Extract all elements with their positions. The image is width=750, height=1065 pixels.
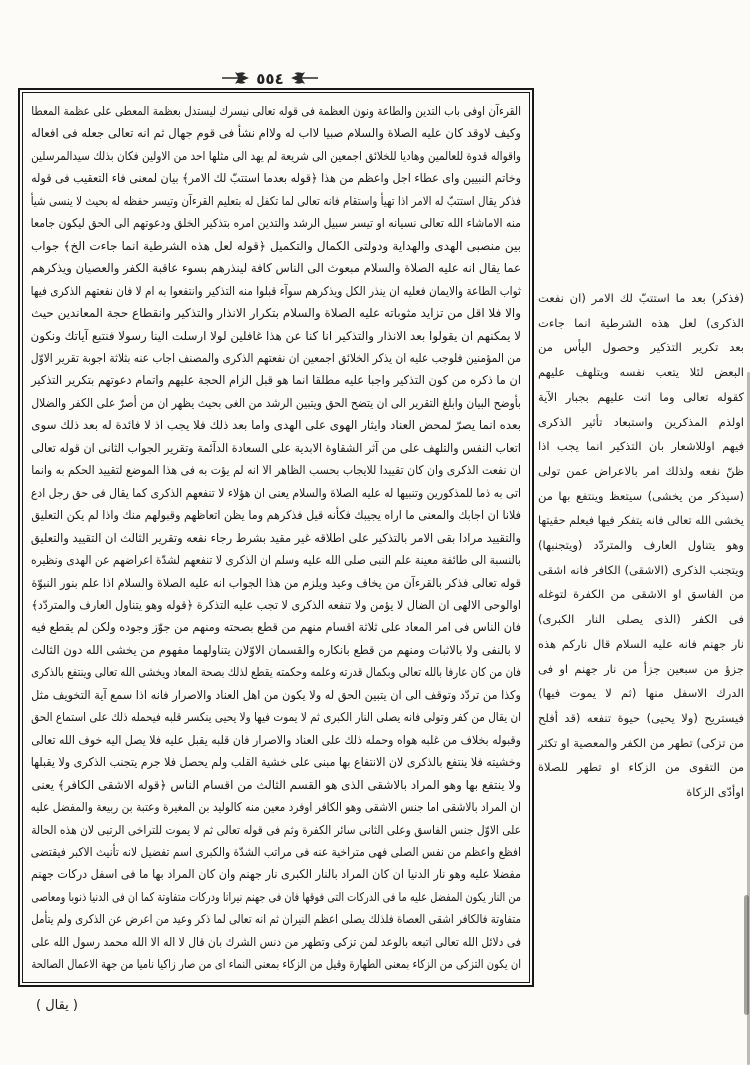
fleuron-arrow-right-icon xyxy=(221,70,251,89)
catchword: ( يقال ) xyxy=(36,998,79,1013)
page-number: ٥٥٤ xyxy=(256,70,284,88)
margin-gloss-line: فيهم اوللاشعار بان التذكير انما يجب اذا xyxy=(538,439,744,454)
main-text-line: ان نفعت الذكرى وان كان تقييدا للايجاب بحسب الظاهر الا انه لم يؤت به فى هذا الموضع لتقييد الحكم به وانما xyxy=(31,463,521,478)
main-text-line: مفضلا عليه وهو نار الدنيا ان كان المراد بالنار الكبرى نار جهنم وان كان المراد بها ما فى اسفل دركات جهنم xyxy=(30,867,521,882)
main-text-line: من المؤمنين فلوجب عليه ان يذكر الخلائق اجمعين ان نفعتهم الذكرى والمصنف اجاب عنه بثلاثة اجوبة تقرير الاوّل xyxy=(30,350,521,365)
margin-gloss-line: اولذم المذكرين واستبعاد تأثير الذكرى xyxy=(538,414,744,429)
main-text-line: بالنسبة الى طائفة معينة علم النبى صلى الله عليه وسلم ان الذكرى لا تنفعهم لشدّة اعراضهم عن الهدى ونظيره xyxy=(30,553,521,568)
margin-gloss-line: ظنّ نفعه ولذلك امر بالاعراض عمن تولى xyxy=(538,463,744,478)
main-text-line: ان ما ذكره من كون التذكير واجبا عليه مطلقا انما هو قبل الزام الحجة عليهم واتمام دعوتهم بتكرير التذكير xyxy=(31,373,522,388)
main-text-line: من النار يكون المفضل عليه ما فى الدركات التى فوقها فان فى جهنم نيرانا ودركات متفاوتة كما ان فى الدنيا ذنوبا ومعاصى xyxy=(31,889,521,904)
main-text-line: اتى به ذما للمذكورين وتنبيها له عليه الصلاة والسلام يعنى ان هؤلاء لا تنفعهم الذكرى كما يقال فى حق رجل ادع xyxy=(30,485,522,500)
main-text-line: بأوضح البيان وابلغ التقرير الى ان يتضح الحق ويتبين الرشد من الغى بحيث يظهر ان من أصرّ على الكفر والضلال xyxy=(31,395,521,410)
main-text-line: ان يكون التزكى من الزكاء بمعنى الطهارة وقيل من الزكاء بمعنى النماء اى من صار زاكيا ناميا من جهة الاعمال الصالحة xyxy=(31,957,522,972)
margin-gloss-line: اوأدّى الزكاة xyxy=(686,785,744,800)
margin-gloss-line: (فذكر) بعد ما استتبّ لك الامر (ان نفعت xyxy=(538,291,744,305)
margin-gloss-line: الذكرى) لعل هذه الشرطية انما جاءت xyxy=(538,315,744,330)
margin-gloss-line: فيستريح (ولا يحيى) حيوة تنفعه (قد أفلح xyxy=(538,710,744,725)
margin-gloss-line: فى الكفر (الذى يصلى النار الكبرى) xyxy=(538,612,744,627)
text-frame-inner xyxy=(22,92,530,983)
margin-gloss-line: جزؤ من سبعين جزأ من نار جهنم او فى xyxy=(538,661,744,676)
margin-gloss-line: كقوله تعالى وما انت عليهم بجبار الآية xyxy=(538,389,744,404)
main-text-line: واقواله قدوة للعالمين وهاديا للخلائق اجمعين الى شريعة لم يهد الى مثلها احد من الاولين فكان بذلك سيدالمرسلين xyxy=(31,148,521,163)
main-text-line: فى دلائل الله تعالى اتبعه بالوعد لمن تزكى وتطهر من دنس الشرك بان قال لا اله الا الله محمد رسول الله على xyxy=(31,934,522,949)
main-text-line: وكذا من تردّد وتوقف الى ان يتبين الحق له ولا يكون من اهل العناد والاصرار فانه اذا سمع آية التخويف مثل xyxy=(31,687,521,702)
main-text-line: لا بالنفى ولا بالاثبات ومنهم من قطع بانكاره والقسمان الاوّلان يتناولهما مفهوم من يخشى الله دون الثالث xyxy=(31,642,521,657)
main-text-line: وكيف لاوقد كان عليه الصلاة والسلام صبيا لااب له ولاام نشأ فى قوم جهال ثم انه تعالى جعله فى افعاله xyxy=(30,126,522,141)
main-text-block xyxy=(31,100,521,976)
main-text-line: القرءآن اوفى باب التدين والطاعة ونون العظمة فى قوله تعالى نيسرك ليستدل بعظمة المعطى على عظمة المعطا xyxy=(31,104,521,118)
main-text-line: متفاوتة فالكافر اشقى العصاة فلذلك يصلى اعظم النيران ثم انه تعالى لما ذكر وعيد من اعرض عن الذكرى ولم يتأمل xyxy=(31,912,521,927)
main-text-line: بين منصبى الهدى والهداية ودولتى الكمال والتكميل ﴿قوله لعل هذه الشرطية انما جاءت الخ﴾ جواب xyxy=(31,238,521,253)
main-text-line: على الاوّل جنس الفاسق وعلى الثانى سائر الكفرة وثم فى قوله تعالى ثم لا يموت للتراخى الرتبى لان هذه الحالة xyxy=(31,822,521,837)
margin-gloss-line: الدرك الاسفل منها (ثم لا يموت فيها) xyxy=(538,686,744,701)
margin-gloss-line: ويتجنب الذكرى (الاشقى) الكافر فانه اشقى xyxy=(538,562,744,577)
main-text-line: ان المراد بالاشقى اما جنس الاشقى وهو الكافر اوفرد معين منه كالوليد بن المغيرة وعتبة بن ربيعة والمفضل عليه xyxy=(30,800,521,815)
main-text-line: عما يقال انه عليه الصلاة والسلام مبعوث الى الناس كافة لينذرهم بسوء عاقبة الكفر والعصيان ويذكرهم xyxy=(30,261,521,276)
main-text-line: منه الاماشاء الله تعالى نسيانه او تيسر سبيل الرشد والتدين امره بتذكير الخلق ودعوتهم الى الحق ليكون جامعا xyxy=(30,216,521,231)
main-text-line: وخشيته فلا ينتفع بالذكرى لان الانتفاع بها مبنى على خشية القلب ولم يحصل فلا جرم يتجنب الذكرى ولا يقبلها xyxy=(30,755,521,770)
main-text-line: افظع واعظم من نفس الصلى فهى متراخية عنه فى مراتب الشدّة والكبرى اسم تفضيل لانه تأنيث الاكبر فيقتضى xyxy=(30,844,521,859)
margin-gloss-line: يخشى الله تعالى فانه يتفكر فيها فيعلم حقيتها xyxy=(537,513,744,528)
main-text-line: والتقييد مرادا بقى الامر بالتذكير على اطلاقه غير مقيد بشرط رجاء نفعه وتقرير الثالث ان التقييد والتعليق xyxy=(30,530,521,545)
main-text-line: وخاتم النبيين واى عطاء اجل واعظم من هذا ﴿قوله بعدما استتبّ لك الامر﴾ بيان لمعنى فاء التعقيب فى قوله xyxy=(31,171,522,186)
fleuron-arrow-left-icon xyxy=(289,70,319,89)
margin-gloss-line: نار جهنم فانه عليه السلام قال ناركم هذه xyxy=(538,636,744,651)
margin-gloss-line: البعض لئلا يتعب نفسه ويتلهف عليهم xyxy=(538,365,744,380)
main-text-line: فان الناس فى امر المعاد على ثلاثة اقسام منهم من قطع بصحته ومنهم من جوّز وجوده ولكن لم يقطع فيه xyxy=(30,620,521,635)
main-text-line: قوله تعالى فذكر بالقرءآن من يخاف وعيد ويلزم من هذا الجواب انه عليه الصلاة والسلام اذا علم بنور النبوّة xyxy=(31,575,521,590)
margin-gloss-line: بعد تكرير التذكير وحصول اليأس من xyxy=(538,340,744,355)
main-text-line: اوالوحى الالهى ان الضال لا يؤمن ولا تنفعه الذكرى لا تجب عليه التذكرة ﴿قوله وهو يتناول العارف والمتردّد﴾ xyxy=(31,597,522,612)
text-frame-border xyxy=(18,88,534,987)
scan-edge-smudge xyxy=(744,895,749,1015)
main-text-line: ولا ينتفع بها وهو المراد بالاشقى الذى هو القسم الثالث من اقسام الناس ﴿قوله الاشقى الكافر﴾ يعنى xyxy=(31,777,522,792)
margin-gloss-line: (سيذكر من يخشى) سيتعظ وينتفع بها من xyxy=(538,488,744,503)
main-text-line: ثواب الطاعة والايمان فعليه ان ينذر الكل ويذكرهم سوآء قبلوا منه التذكير وانتفعوا به ام لا فان نفعتهم الذكرى فيها xyxy=(30,283,521,298)
margin-gloss-block xyxy=(538,286,744,805)
main-text-line: فذكر يقال استتبّ له الامر اذا تهيأ واستقام فانه تعالى لما تكفل له بتعليم القرءآن وتيسر حفظه له بحيث لا ينسى شيأ xyxy=(30,193,521,208)
main-text-line: وقبوله بخلاف من غلبه هواه وحمله ذلك على العناد والاصرار فان قلبه يقبل عليه فلا يصل اليه خوف الله تعالى xyxy=(31,732,522,747)
main-text-line: لا يمكنهم ان يقولوا بعد الانذار والتذكير انا كنا عن هذا غافلين لولا ارسلت الينا رسولا فنتبع آياتك ونكون xyxy=(30,328,521,343)
margin-gloss-line: من الفاسق او الاشقى من الكفرة لتوغله xyxy=(538,587,744,602)
margin-gloss-line: وهو يتناول العارف والمتردّد (ويتجنبها) xyxy=(538,538,744,553)
margin-gloss-line: من تزكى) تطهر من الكفر والمعصية او تكثر xyxy=(537,735,744,750)
main-text-line: اتعاب النفس والتلهف على من آثر الشقاوة الابدية على السعادة الدآئمة وتقرير الجواب الثانى ان قوله تعالى xyxy=(31,440,522,455)
main-text-line: فان من كان عارفا بالله تعالى وبكمال قدرته وعلمه وحكمته يقطع لذلك بصحة المعاد ويخشى الله تعالى وينتفع بالذكرى xyxy=(31,665,522,680)
main-text-line: فلانا ان اجابك والمعنى ما اراه يجيبك فكأنه قيل فذكرهم وما يظن اتعاظهم وقبولهم منك واذا لم يكن التعليق xyxy=(31,508,521,523)
main-text-line: ان يقال من كفر وتولى فانه يصلى النار الكبرى ثم لا يموت فيها ولا يحيى ينكسر قلبه فيحمله ذلك على استماع الحق xyxy=(31,710,521,725)
main-text-line: بعده انما يصرّ لمحض العناد وايثار الهوى على الهدى واما بعد ذلك فلا يجب اذ لا فائدة له بعد ذلك سوى xyxy=(31,418,522,433)
margin-gloss-line: من التقوى من الزكاء او تطهر للصلاة xyxy=(538,760,744,775)
main-text-line: والا فلا اقل من تزايد مثوباته عليه الصلاة والسلام بتكرار الانذار والتذكير وانقطاع حجة المعاندين حيث xyxy=(31,306,521,321)
